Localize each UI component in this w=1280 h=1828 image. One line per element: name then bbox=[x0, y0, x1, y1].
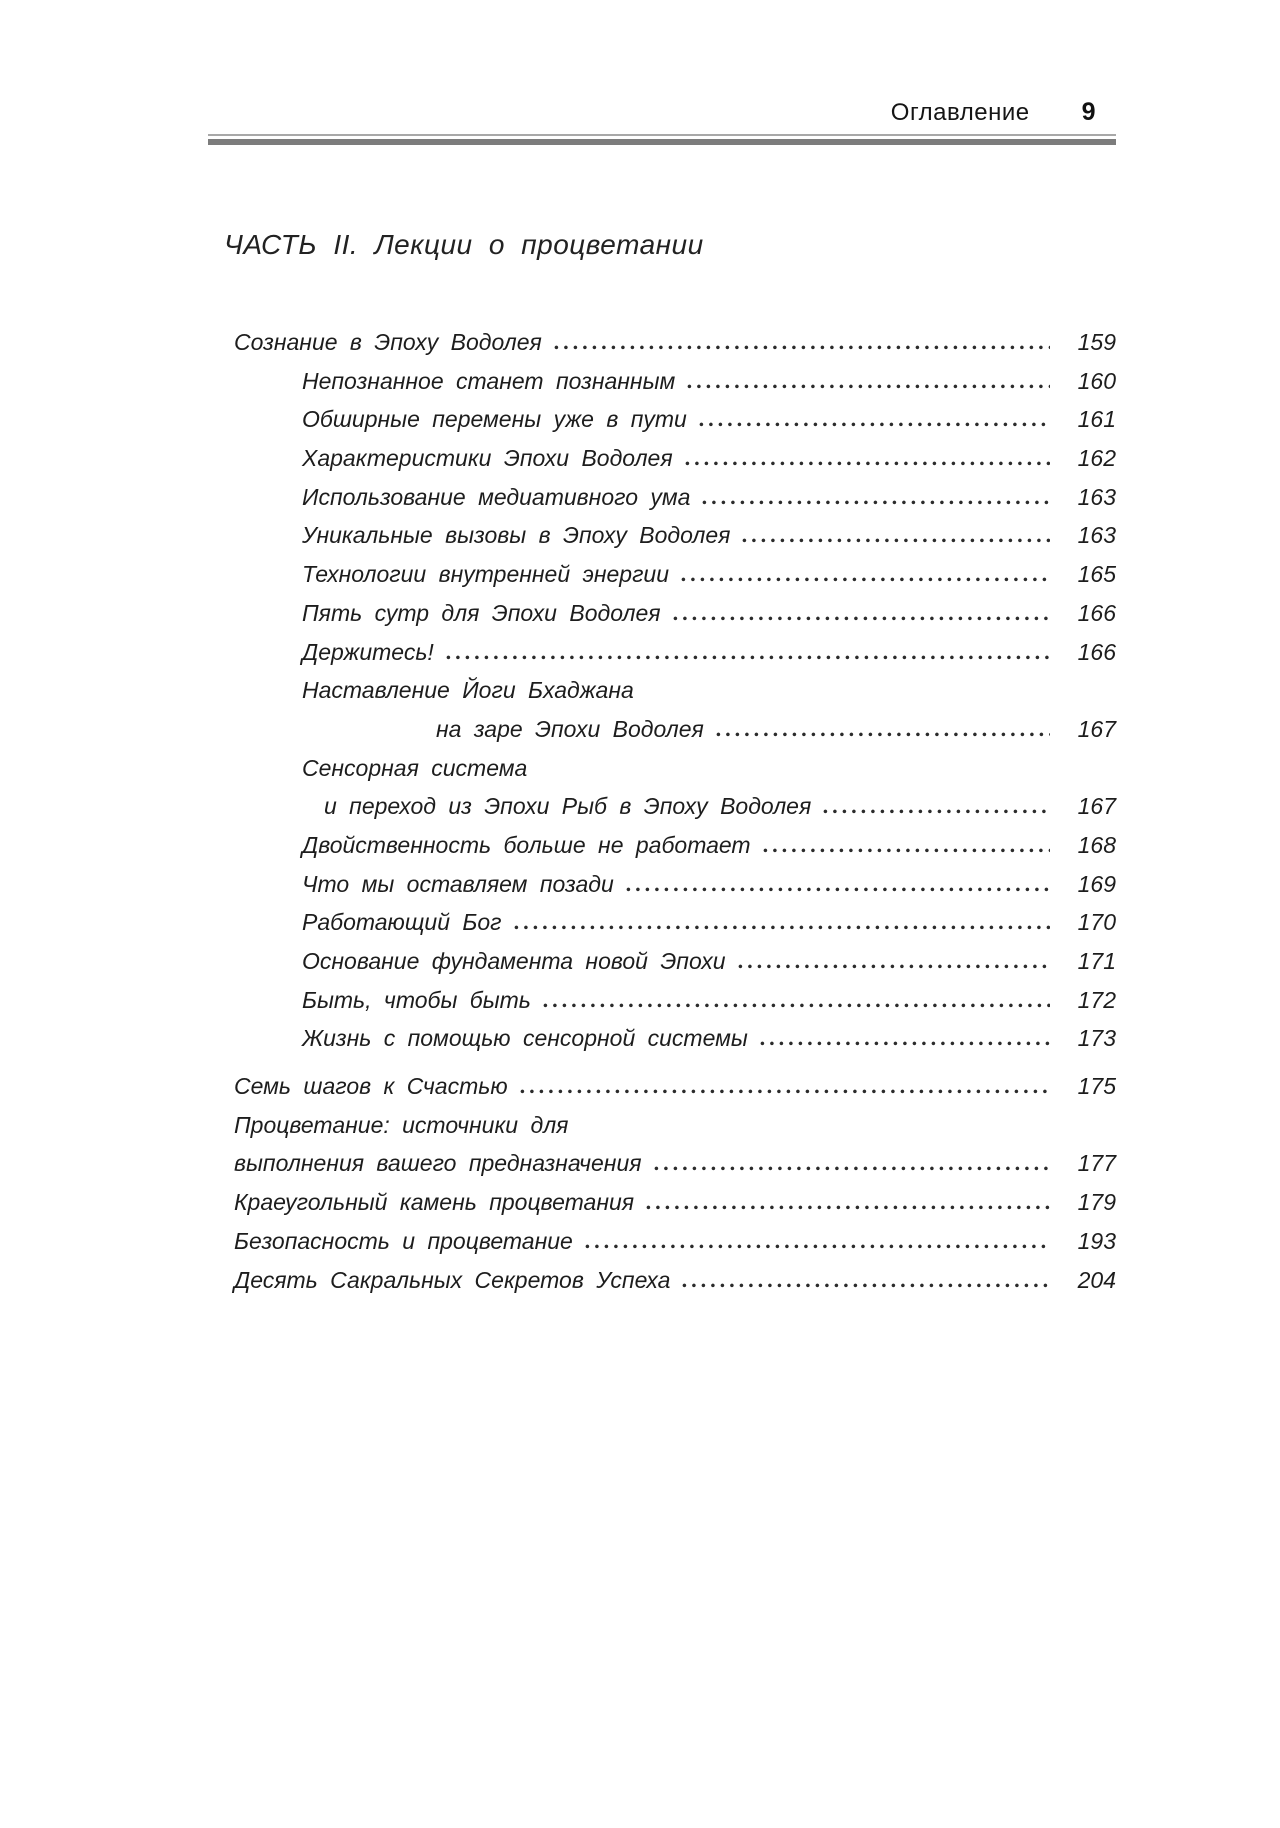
toc-entry bbox=[208, 755, 1116, 794]
toc-entry-label: Основание фундамента новой Эпохи bbox=[302, 948, 726, 974]
toc-entry-page: 169 bbox=[1077, 870, 1116, 897]
toc-entry bbox=[208, 1112, 1116, 1151]
dot-leader bbox=[702, 500, 1050, 505]
toc-entry bbox=[208, 1073, 1116, 1112]
toc-entry-label: Пять сутр для Эпохи Водолея bbox=[302, 599, 661, 626]
toc-entry-page: 193 bbox=[1077, 1227, 1116, 1254]
toc-entry-label: Семь шагов к Счастью bbox=[234, 1073, 508, 1100]
toc-entry bbox=[208, 639, 1116, 678]
toc-entry bbox=[208, 793, 1116, 832]
dot-leader bbox=[673, 616, 1050, 621]
toc-entry bbox=[208, 1150, 1116, 1189]
toc-entry-page: 170 bbox=[1077, 909, 1116, 936]
dot-leader bbox=[520, 1089, 1050, 1094]
toc-entry bbox=[208, 329, 1116, 368]
dot-leader bbox=[585, 1244, 1050, 1249]
toc-entry-page: 166 bbox=[1077, 599, 1116, 626]
dot-leader bbox=[654, 1166, 1050, 1171]
toc-list bbox=[208, 329, 1116, 1305]
toc-entry-label: Непознанное станет познанным bbox=[302, 367, 676, 394]
toc-entry-label: Использование медиативного ума bbox=[302, 483, 691, 510]
toc-entry-page: 161 bbox=[1077, 406, 1116, 433]
dot-leader bbox=[699, 422, 1050, 427]
dot-leader bbox=[514, 925, 1050, 930]
toc-entry-label: Технологии внутренней энергии bbox=[302, 561, 669, 588]
toc-entry-page: 167 bbox=[1077, 793, 1116, 820]
section-title: ЧАСТЬ II. Лекции о процветании bbox=[224, 229, 704, 260]
toc-entry-page: 160 bbox=[1077, 367, 1116, 394]
toc-entry-label: Сенсорная система bbox=[302, 754, 528, 781]
toc-entry bbox=[208, 871, 1116, 910]
toc-entry bbox=[208, 368, 1116, 407]
dot-leader bbox=[760, 1041, 1050, 1046]
toc-entry-page: 179 bbox=[1077, 1189, 1116, 1216]
toc-entry-page: 175 bbox=[1077, 1073, 1116, 1100]
toc-entry-label: Характеристики Эпохи Водолея bbox=[302, 445, 673, 472]
dot-leader bbox=[682, 1283, 1050, 1288]
dot-leader bbox=[543, 1003, 1050, 1008]
toc-entry-page: 204 bbox=[1077, 1266, 1116, 1293]
toc-entry-label: Сознание в Эпоху Водолея bbox=[234, 329, 542, 355]
toc-entry-label: Обширные перемены уже в пути bbox=[302, 406, 687, 433]
dot-leader bbox=[823, 809, 1050, 814]
toc-entry bbox=[208, 987, 1116, 1026]
toc-entry-page: 168 bbox=[1077, 831, 1116, 858]
dot-leader bbox=[763, 848, 1050, 853]
toc-entry-label: и переход из Эпохи Рыб в Эпоху Водолея bbox=[324, 793, 812, 820]
toc-entry-label: Безопасность и процветание bbox=[234, 1227, 573, 1254]
toc-entry-page: 162 bbox=[1077, 445, 1116, 472]
dot-leader bbox=[742, 538, 1050, 543]
toc-entry bbox=[208, 716, 1116, 755]
toc-entry-label: Жизнь с помощью сенсорной системы bbox=[302, 1025, 748, 1052]
toc-entry-page: 163 bbox=[1077, 483, 1116, 510]
page-header bbox=[208, 0, 1116, 127]
toc-entry-label: Уникальные вызовы в Эпоху Водолея bbox=[302, 522, 731, 549]
toc-entry-page: 173 bbox=[1077, 1025, 1116, 1052]
running-title: Оглавление bbox=[890, 99, 1030, 126]
toc-entry bbox=[208, 1025, 1116, 1064]
page-number: 9 bbox=[1081, 98, 1096, 126]
toc-entry-page: 171 bbox=[1077, 948, 1116, 974]
dot-leader bbox=[446, 655, 1050, 660]
toc-entry bbox=[208, 1267, 1116, 1306]
toc-entry-label: Что мы оставляем позади bbox=[302, 870, 614, 897]
dot-leader bbox=[685, 461, 1050, 466]
toc-entry-page: 159 bbox=[1077, 329, 1116, 355]
toc-entry-label: выполнения вашего предназначения bbox=[234, 1150, 642, 1177]
toc-entry-label: Работающий Бог bbox=[302, 909, 502, 936]
toc-entry bbox=[208, 406, 1116, 445]
dot-leader bbox=[626, 887, 1050, 892]
toc-entry-page: 177 bbox=[1077, 1150, 1116, 1177]
header-rule bbox=[208, 134, 1116, 145]
toc-entry bbox=[208, 677, 1116, 716]
toc-entry bbox=[208, 484, 1116, 523]
toc-entry-label: Держитесь! bbox=[302, 638, 434, 665]
toc-entry-page: 165 bbox=[1077, 561, 1116, 588]
toc-entry-label: Наставление Йоги Бхаджана bbox=[302, 677, 634, 704]
toc-entry-label: Краеугольный камень процветания bbox=[234, 1189, 635, 1216]
toc-entry-page: 167 bbox=[1077, 715, 1116, 742]
dot-leader bbox=[681, 577, 1050, 582]
toc-entry-label: Двойственность больше не работает bbox=[302, 831, 751, 858]
toc-entry-page: 163 bbox=[1077, 522, 1116, 549]
dot-leader bbox=[687, 384, 1050, 389]
dot-leader bbox=[554, 345, 1050, 350]
toc-entry bbox=[208, 832, 1116, 871]
toc-entry bbox=[208, 1189, 1116, 1228]
toc-entry-label: Десять Сакральных Секретов Успеха bbox=[234, 1266, 671, 1293]
toc-entry bbox=[208, 1228, 1116, 1267]
toc-entry-label: Быть, чтобы быть bbox=[302, 986, 531, 1013]
toc-entry-label: на заре Эпохи Водолея bbox=[436, 715, 704, 742]
toc-entry-page: 166 bbox=[1077, 638, 1116, 665]
toc-entry-page: 172 bbox=[1077, 986, 1116, 1013]
dot-leader bbox=[738, 964, 1050, 969]
dot-leader bbox=[646, 1205, 1050, 1210]
toc-entry bbox=[208, 600, 1116, 639]
toc-entry bbox=[208, 909, 1116, 948]
toc-entry bbox=[208, 445, 1116, 484]
toc-entry bbox=[208, 948, 1116, 987]
dot-leader bbox=[716, 732, 1050, 737]
toc-entry bbox=[208, 522, 1116, 561]
toc-entry bbox=[208, 561, 1116, 600]
toc-entry-label: Процветание: источники для bbox=[234, 1111, 569, 1138]
page-content bbox=[208, 0, 1116, 1305]
